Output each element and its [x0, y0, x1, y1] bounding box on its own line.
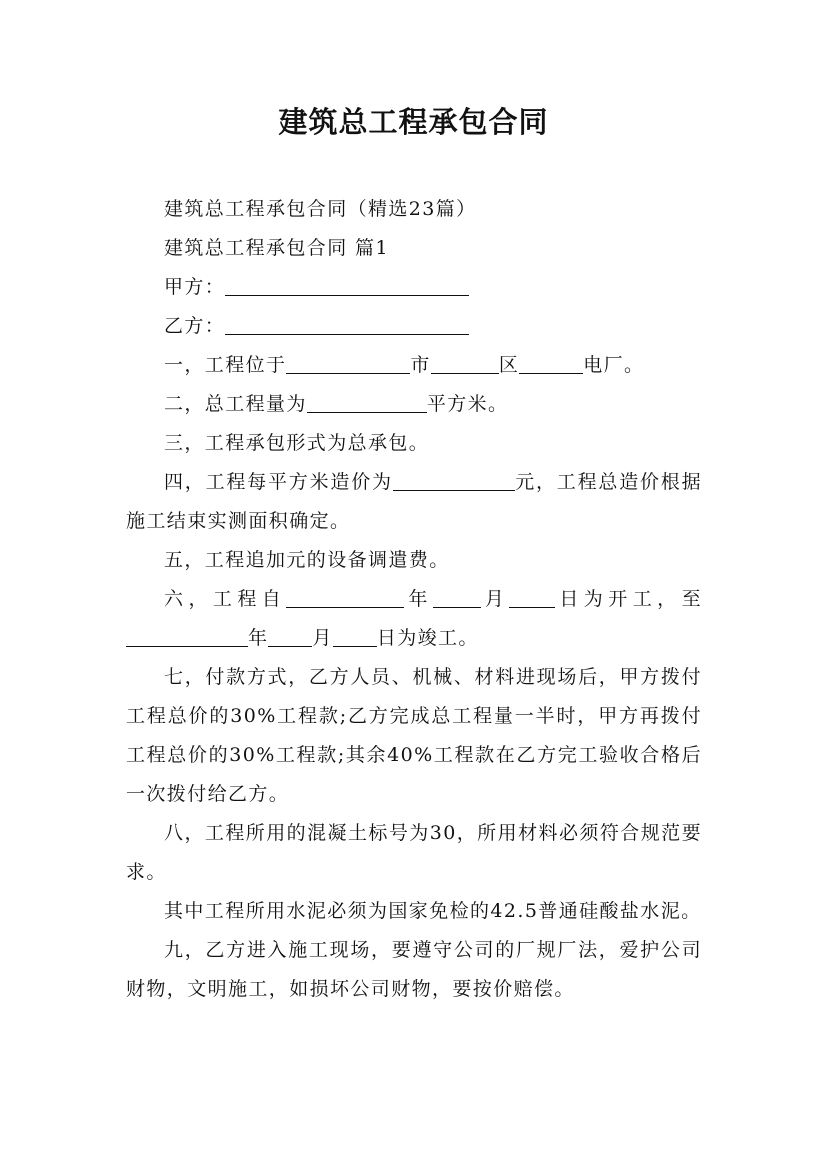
subtitle-line	[126, 190, 702, 229]
clause-4-blank-price	[393, 466, 515, 491]
clause-6-text-a: 六，工程自	[164, 588, 287, 610]
clause-9-text: 九，乙方进入施工现场，要遵守公司的厂规厂法，爱护公司财物，文明施工，如损坏公司财物，要按价赔偿。	[126, 939, 702, 1000]
party-a-blank	[225, 271, 469, 296]
clause-6-text-b: 年	[404, 588, 433, 610]
clause-1-blank-district	[519, 349, 583, 374]
party-a-line	[126, 268, 702, 307]
clause-1-blank-city	[431, 349, 499, 374]
clause-4	[126, 463, 702, 541]
clause-9	[126, 931, 702, 1009]
clause-8	[126, 814, 702, 892]
document-title: 建筑总工程承包合同	[278, 105, 549, 139]
clause-6-blank-start-year	[286, 583, 404, 608]
clause-6-blank-end-month	[268, 622, 312, 647]
clause-1	[126, 346, 702, 385]
subtitle-text: 建筑总工程承包合同（精选23篇）	[164, 198, 477, 220]
clause-6-text-e: 年	[248, 627, 269, 649]
clause-5	[126, 541, 702, 580]
clause-1-text-a: 一，工程位于	[164, 354, 287, 376]
clause-6-blank-start-month	[433, 583, 481, 608]
clause-6	[126, 580, 702, 658]
part-heading-line	[126, 229, 702, 268]
clause-7-text: 七，付款方式，乙方人员、机械、材料进现场后，甲方拨付工程总价的30%工程款;乙方完成总工程量一半时，甲方再拨付工程总价的30%工程款;其余40%工程款在乙方完工验收合格后一次拨付给乙方。	[126, 666, 702, 805]
clause-3	[126, 424, 702, 463]
part-heading-text: 建筑总工程承包合同 篇1	[164, 237, 389, 259]
clause-6-blank-end-day	[333, 622, 377, 647]
party-b-blank	[225, 310, 469, 335]
clause-2	[126, 385, 702, 424]
clause-5-text: 五，工程追加元的设备调遣费。	[164, 549, 450, 571]
party-b-line	[126, 307, 702, 346]
clause-8-text: 八，工程所用的混凝土标号为30，所用材料必须符合规范要求。	[126, 822, 702, 883]
clause-6-blank-end-year	[126, 622, 248, 647]
clause-1-text-c: 区	[498, 354, 520, 376]
clause-2-blank-area	[307, 388, 427, 413]
clause-1-text-b: 市	[410, 354, 431, 376]
clause-6-text-g: 日为竣工。	[376, 627, 479, 649]
clause-6-text-f: 月	[312, 627, 333, 649]
clause-3-text: 三，工程承包形式为总承包。	[164, 432, 430, 454]
clause-6-blank-start-day	[509, 583, 555, 608]
clause-2-text-a: 二，总工程量为	[164, 393, 307, 415]
clause-1-blank-location	[286, 349, 410, 374]
clause-6-text-c: 月	[480, 588, 510, 610]
clause-4-text-a: 四，工程每平方米造价为	[164, 471, 393, 493]
clause-6-text-d: 日为开工，至	[555, 588, 703, 610]
document-body	[126, 190, 702, 1009]
party-b-label: 乙方：	[164, 315, 226, 337]
clause-7	[126, 658, 702, 814]
party-a-label: 甲方：	[164, 276, 226, 298]
clause-2-text-b: 平方米。	[426, 393, 509, 415]
clause-4-text-b: 元，工程总造价根据施工结束实测面积确定。	[126, 471, 702, 532]
clause-1-text-d: 电厂。	[583, 354, 645, 376]
clause-8-note-text: 其中工程所用水泥必须为国家免检的42.5普通硅酸盐水泥。	[164, 900, 702, 922]
clause-8-note	[126, 892, 702, 931]
